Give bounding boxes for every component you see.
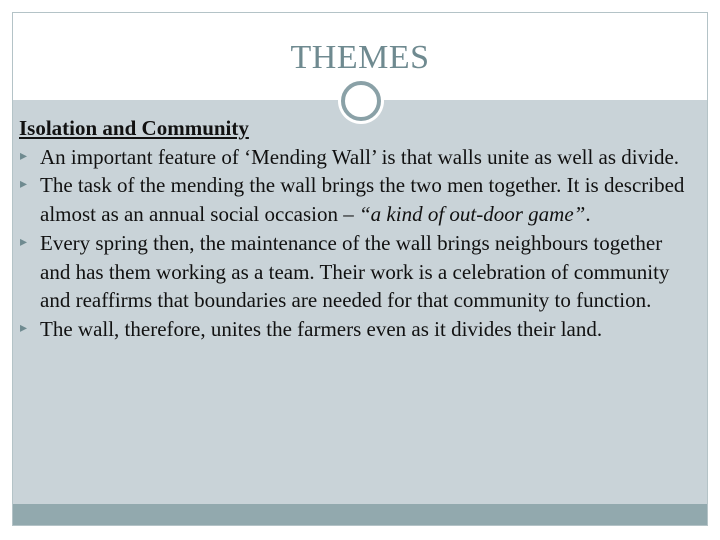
bullet-text: Every spring then, the maintenance of the wall brings neighbours together and has them working as a team. Their work is a celebration of community and reaffirms that boundaries are needed for that community to function. — [40, 230, 670, 313]
bullet-item — [19, 315, 689, 344]
bullet-text: The wall, therefore, unites the farmers even as it divides their land. — [40, 316, 603, 341]
footer-bar — [13, 504, 707, 525]
bullet-text-part: The task of the mending the wall brings the two men together. It is described almost as an annual social occasion – — [40, 173, 685, 227]
subheading: Isolation and Community — [19, 116, 249, 140]
bullet-icon: ▸ — [20, 320, 28, 336]
bullet-item — [19, 171, 689, 228]
body-text — [19, 114, 689, 344]
bullet-text — [40, 171, 689, 228]
bullet-text-part: . — [585, 202, 591, 227]
bullet-item — [19, 229, 689, 315]
slide-title: THEMES — [290, 39, 430, 76]
quote-text: “a kind of out-door game” — [359, 202, 586, 227]
bullet-icon: ▸ — [20, 148, 28, 164]
bullet-icon: ▸ — [20, 234, 28, 250]
bullet-item — [19, 143, 689, 172]
bullet-icon: ▸ — [20, 177, 28, 193]
bullet-text: An important feature of ‘Mending Wall’ is that walls unite as well as divide. — [40, 144, 680, 169]
